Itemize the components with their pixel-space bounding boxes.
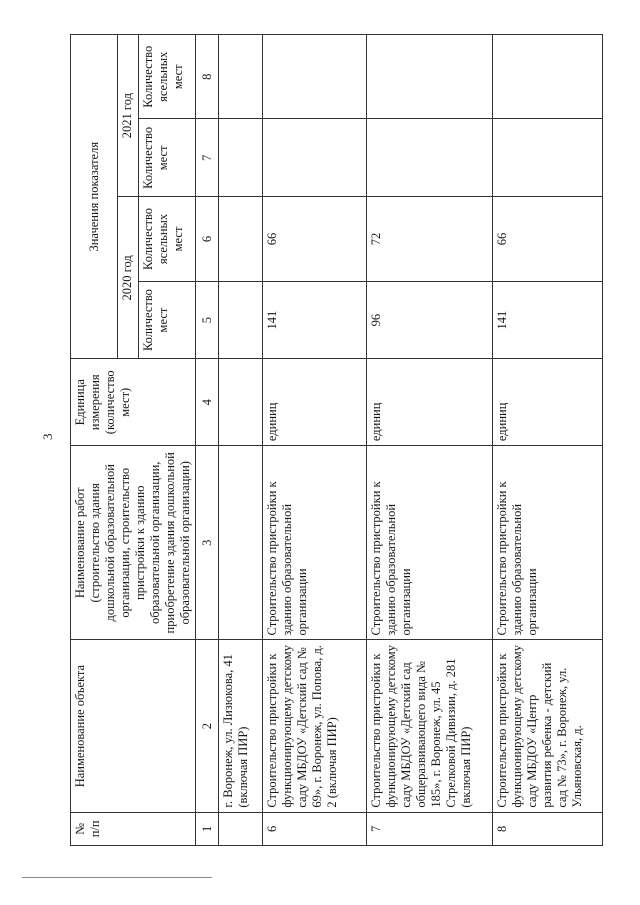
row-places-2021 [219,119,263,197]
row-works: Строительство пристройки к зданию образовательной организации [263,446,367,640]
row-nursery-2021 [493,35,603,119]
table-row [367,35,493,846]
row-nursery-2020: 66 [493,197,603,281]
row-nursery-2021 [219,35,263,119]
row-nursery-2020: 66 [263,197,367,281]
column-number: 1 [196,812,219,845]
row-num [219,812,263,845]
header-places-2020: Количество мест [138,281,195,359]
column-number: 6 [196,197,219,281]
row-places-2020: 96 [367,281,493,359]
row-num: 6 [263,812,367,845]
row-object: Строительство пристройки к функционирующему детскому саду МБДОУ «Центр развития ребенка - детский сад № 73», г. Воронеж, ул. Ульяновская, д. [493,640,603,812]
footer-divider [22,877,212,878]
row-num: 8 [493,812,603,845]
row-num: 7 [367,812,493,845]
column-number: 4 [196,359,219,446]
row-object: г. Воронеж, ул. Лизюкова, 41 (включая ПИР) [219,640,263,812]
row-places-2021 [263,119,367,197]
row-nursery-2020 [219,197,263,281]
header-nursery-2020: Количество ясельных мест [138,197,195,281]
row-unit [219,359,263,446]
row-nursery-2020: 72 [367,197,493,281]
row-places-2020: 141 [493,281,603,359]
row-works: Строительство пристройки к зданию образовательной организации [367,446,493,640]
row-places-2020 [219,281,263,359]
column-number-row [196,35,219,846]
row-object: Строительство пристройки к функционирующему детскому саду МБДОУ «Детский сад общеразвивающего вида № 185», г. Воронеж, ул. 45 Стрелковой Дивизии, д. 281 (включая ПИР) [367,640,493,812]
header-values: Значения показателя [71,35,118,359]
header-nursery-2021: Количество ясельных мест [138,35,195,119]
row-nursery-2021 [263,35,367,119]
column-number: 3 [196,446,219,640]
column-number: 7 [196,119,219,197]
table-row [493,35,603,846]
indicator-table [70,34,603,846]
row-unit: единиц [367,359,493,446]
header-works: Наименование работ (строительство здания дошкольной образовательной организации, строительство пристройки к зданию образовательной организации, приобретение здания дошкольной образовательной организации) [71,446,196,640]
column-number: 2 [196,640,219,812]
column-number: 5 [196,281,219,359]
row-places-2020: 141 [263,281,367,359]
table-row [263,35,367,846]
header-year-2020: 2020 год [118,197,138,359]
row-unit: единиц [493,359,603,446]
header-object: Наименование объекта [71,640,196,812]
header-places-2021: Количество мест [138,119,195,197]
table-row [219,35,263,846]
page-number: 3 [40,433,55,440]
column-number: 8 [196,35,219,119]
row-object: Строительство пристройки к функционирующему детскому саду МБДОУ «Детский сад № 69», г. Воронеж, ул. Попова, д. 2 (включая ПИР) [263,640,367,812]
row-works [219,446,263,640]
row-places-2021 [367,119,493,197]
header-unit: Единица измерения (количество мест) [71,359,196,446]
header-num: № п/п [71,812,196,845]
row-works: Строительство пристройки к зданию образовательной организации [493,446,603,640]
row-unit: единиц [263,359,367,446]
header-year-2021: 2021 год [118,35,138,197]
row-places-2021 [493,119,603,197]
row-nursery-2021 [367,35,493,119]
rotated-table-container [70,34,598,846]
